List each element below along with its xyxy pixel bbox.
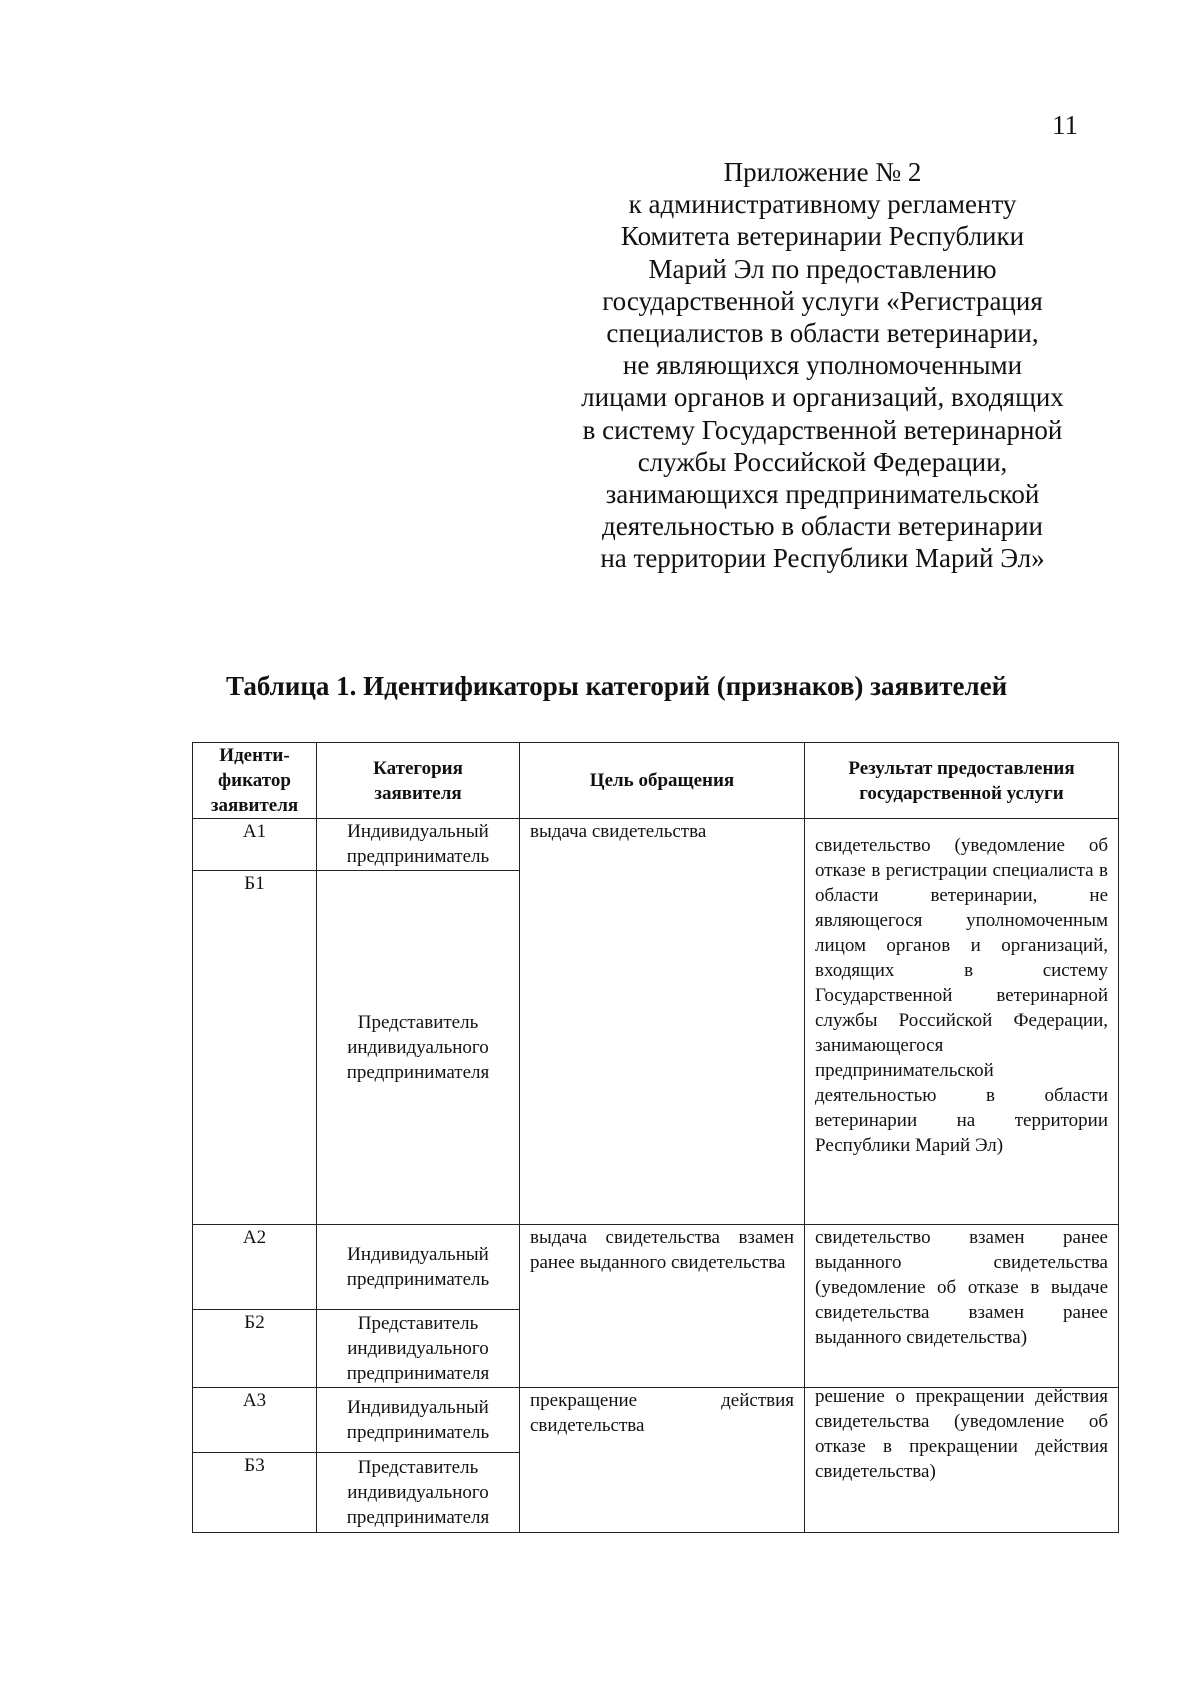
applicant-id-cell: Б2 [193,1310,317,1388]
appendix-line: на территории Республики Марий Эл» [600,543,1045,574]
purpose-text: прекращение действия свидетельства [530,1390,794,1436]
result-cell [805,1225,1119,1388]
applicant-category-cell: Индивидуальный предприниматель [317,1388,520,1453]
header-id: Иденти-фикатор заявителя [193,743,317,819]
applicant-categories-table [192,742,1119,1533]
table-header-row [193,743,1119,819]
appendix-line: не являющихся уполномоченными [622,350,1023,381]
applicant-category-cell: Представитель индивидуального предпринимателя [317,871,520,1225]
appendix-line: деятельностью в области ветеринарии [602,511,1043,542]
applicant-category-cell: Индивидуальный предприниматель [317,819,520,871]
table-row [193,1388,1119,1453]
appendix-line: специалистов в области ветеринарии, [606,318,1039,349]
header-category: Категория заявителя [317,743,520,819]
applicant-id-cell: А1 [193,819,317,871]
applicant-id-cell: А2 [193,1225,317,1310]
appendix-line: лицами органов и организаций, входящих [581,382,1064,413]
header-purpose: Цель обращения [520,743,805,819]
purpose-cell [520,1388,805,1533]
applicant-category-cell: Индивидуальный предприниматель [317,1225,520,1310]
appendix-line: государственной услуги «Регистрация [602,285,1043,316]
table-row [193,1225,1119,1310]
applicant-id-cell: А3 [193,1388,317,1453]
table-title: Таблица 1. Идентификаторы категорий (признаков) заявителей [226,671,1008,701]
appendix-line: службы Российской Федерации, [637,446,1008,477]
purpose-text: выдача свидетельства взамен ранее выданного свидетельства [530,1227,794,1273]
purpose-cell: выдача свидетельства [520,819,805,1225]
appendix-line: к административному регламенту [628,189,1017,220]
appendix-line: занимающихся предпринимательской [605,479,1040,510]
result-cell [805,1388,1119,1533]
appendix-line: Приложение № 2 [723,157,922,187]
appendix-line: Марий Эл по предоставлению [648,253,997,284]
table-row [193,819,1119,871]
appendix-heading [560,156,1085,575]
result-text: свидетельство взамен ранее выданного свидетельства (уведомление об отказе в выдаче свидетельства взамен ранее выданного свидетельства) [815,1227,1108,1348]
purpose-cell [520,1225,805,1388]
page-number: 11 [1052,110,1078,140]
result-cell [805,819,1119,1225]
result-text: свидетельство (уведомление об отказе в регистрации специалиста в области ветеринарии, не являющегося уполномоченным лицом органов и организаций, входящих в систему Государственной ветеринарной службы Российской Федерации, занимающегося предпринимательской деятельностью в области ветеринарии на территории Республики Марий Эл) [815,835,1108,1156]
appendix-line: в систему Государственной ветеринарной [582,414,1063,445]
result-text: решение о прекращении действия свидетельства (уведомление об отказе в прекращении действия свидетельства) [815,1386,1108,1482]
applicant-category-cell: Представитель индивидуального предпринимателя [317,1310,520,1388]
applicant-category-cell: Представитель индивидуального предпринимателя [317,1453,520,1533]
appendix-line: Комитета ветеринарии Республики [620,221,1025,252]
applicant-id-cell: Б1 [193,871,317,1225]
applicant-id-cell: Б3 [193,1453,317,1533]
header-result: Результат предоставления государственной услуги [805,743,1119,819]
